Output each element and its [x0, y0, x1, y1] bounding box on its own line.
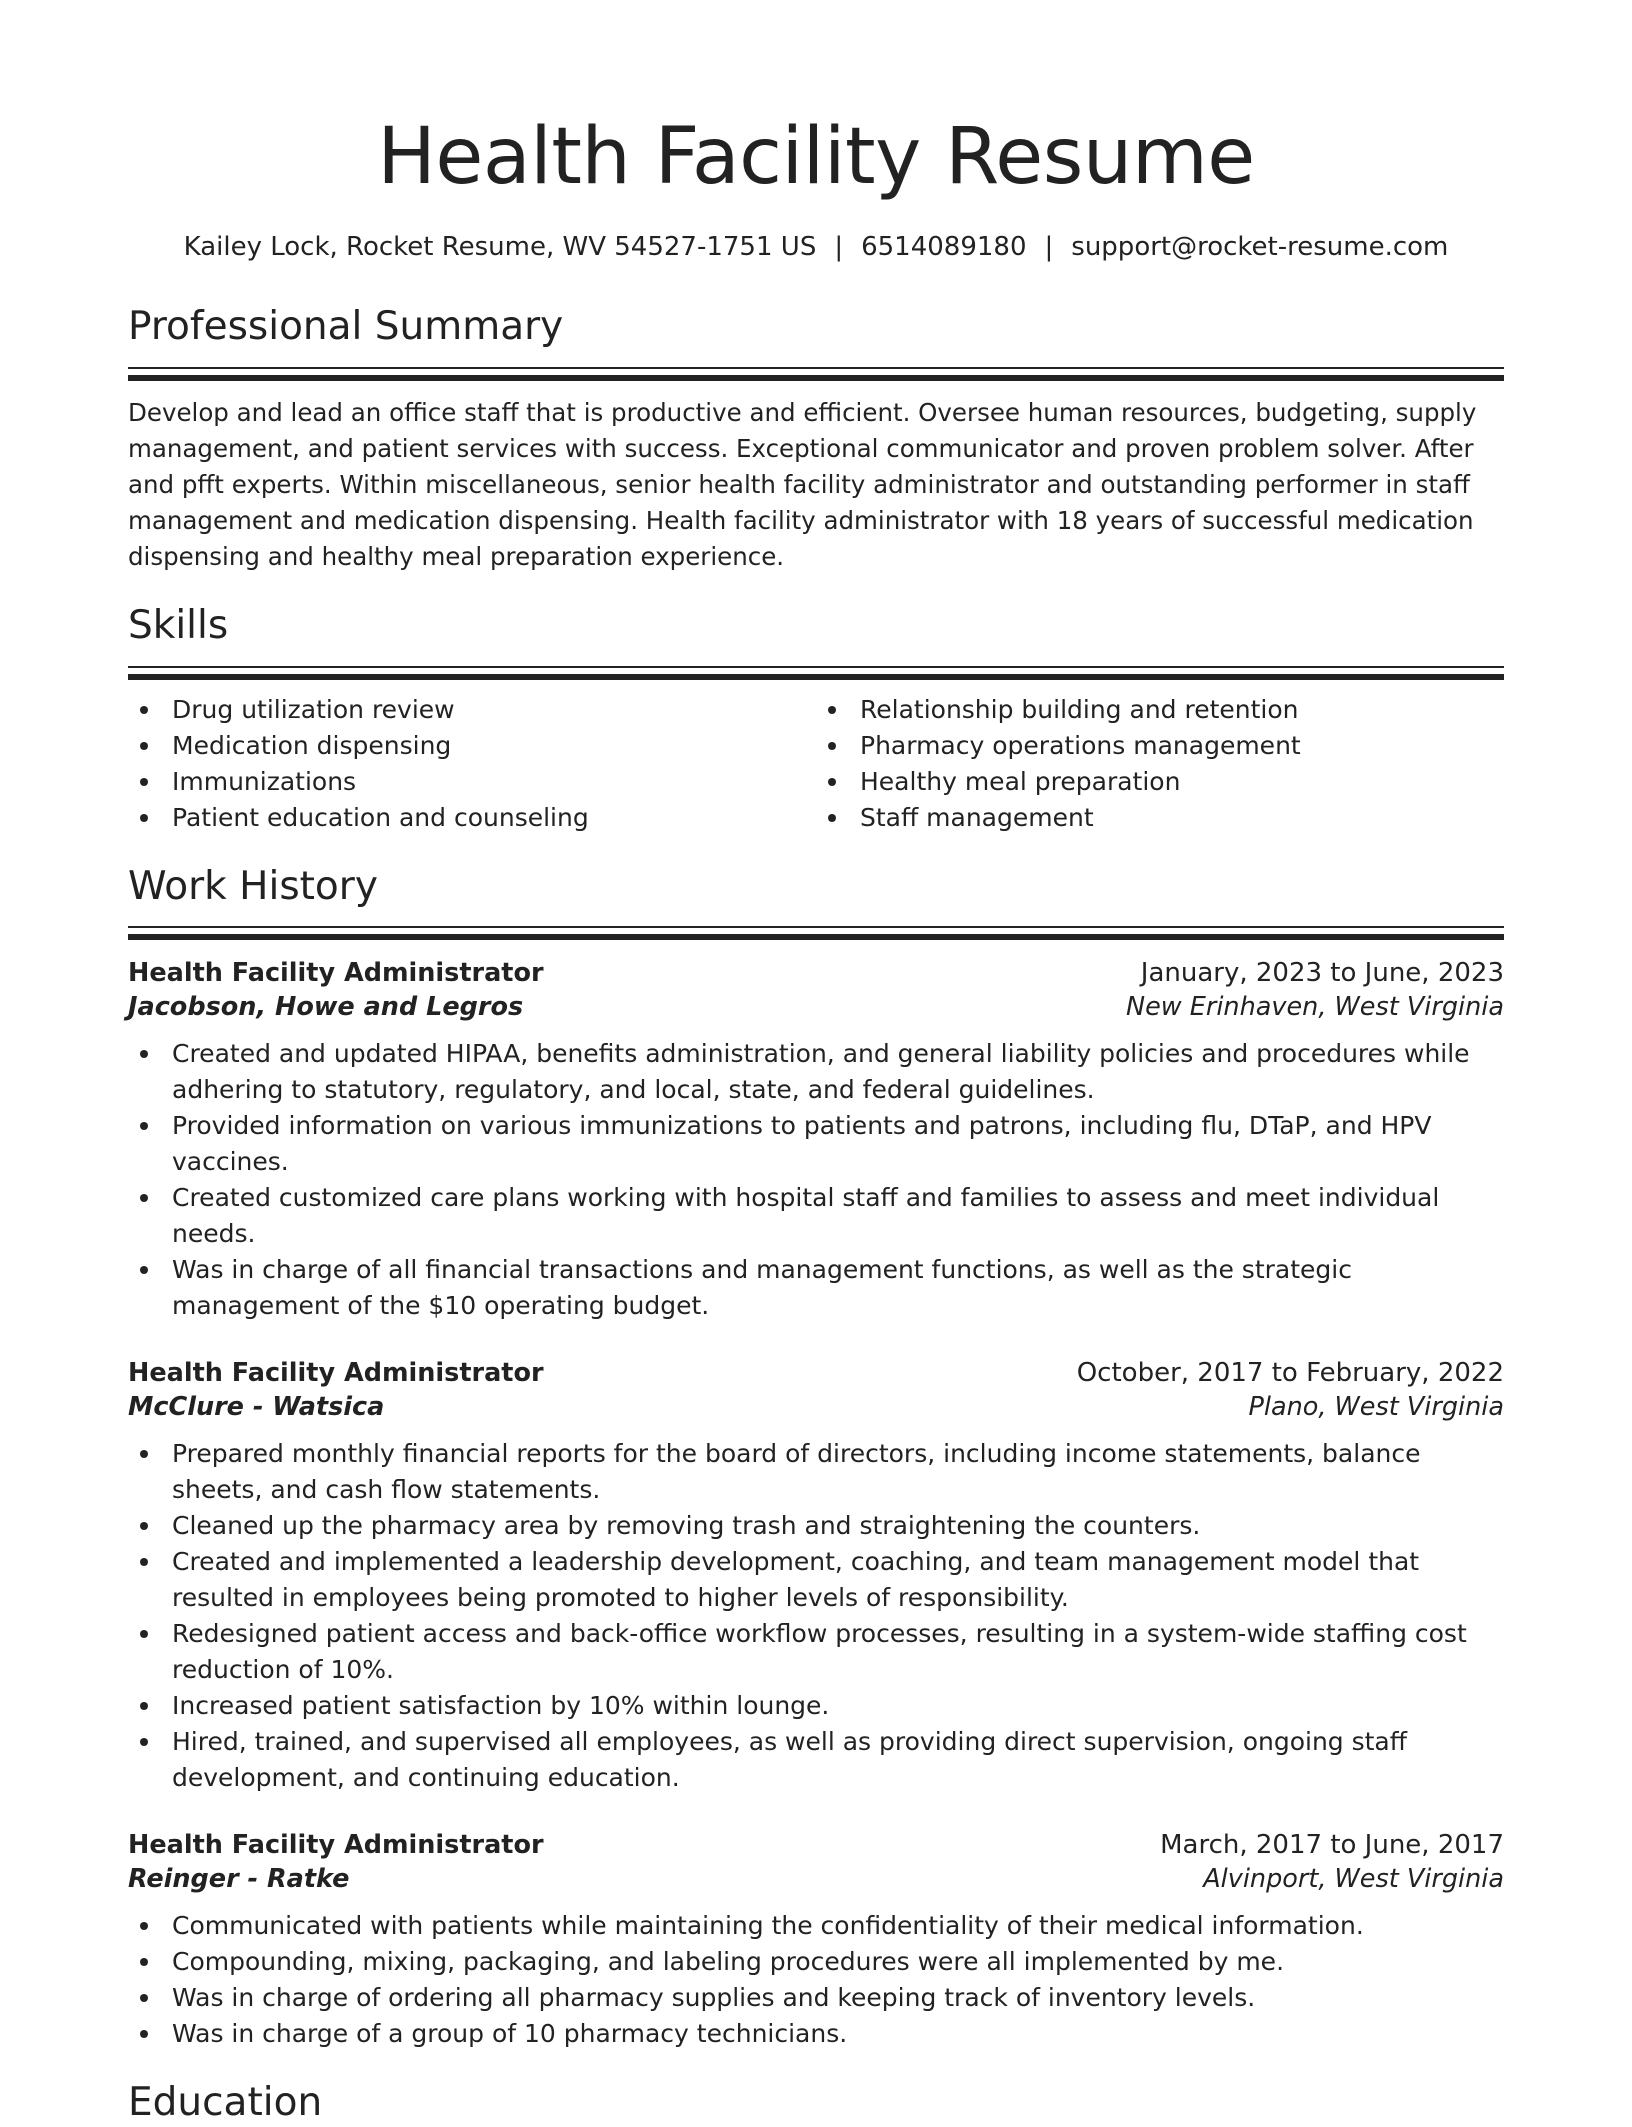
bullet-icon [828, 814, 836, 822]
resume-title: Health Facility Resume [377, 112, 1255, 202]
job-dates: March, 2017 to June, 2017 [1160, 1830, 1504, 1861]
list-item: Created customized care plans working with hospital staff and families to assess and meet individual needs. [128, 1180, 1504, 1252]
resume-page [128, 112, 1504, 2127]
section-divider [128, 367, 1504, 381]
job-bullets [128, 1436, 1504, 1796]
education-section [128, 2080, 1504, 2127]
list-item: Created and implemented a leadership development, coaching, and team management model that resulted in employees being promoted to higher levels of responsibility. [128, 1544, 1504, 1616]
contact-email[interactable]: support@rocket-resume.com [1071, 232, 1449, 262]
list-item: Was in charge of all financial transactions and management functions, as well as the strategic management of the $10 operating budget. [128, 1252, 1504, 1324]
summary-text: Develop and lead an office staff that is productive and efficient. Oversee human resources, budgeting, supply management, and patient services with success. Exceptional communicator and proven problem solver. After and pfft experts. Within miscellaneous, senior health facility administrator and outstanding performer in staff management and medication dispensing. Health facility administrator with 18 years of successful medication dispensing and healthy meal preparation experience. [128, 397, 1477, 571]
job-location: New Erinhaven, West Virginia [1126, 992, 1504, 1023]
bullet-icon [140, 1994, 148, 2002]
bullet-icon [140, 1702, 148, 1710]
list-item: Redesigned patient access and back-office workflow processes, resulting in a system-wide staffing cost reduction of 10%. [128, 1616, 1504, 1688]
list-item: Was in charge of a group of 10 pharmacy technicians. [128, 2016, 1504, 2052]
job-location: Alvinport, West Virginia [1203, 1864, 1504, 1895]
skills-column-right [816, 692, 1504, 836]
job-dates: October, 2017 to February, 2022 [1076, 1358, 1504, 1389]
section-divider [128, 926, 1504, 940]
job-entry [128, 958, 1504, 1324]
list-item: Prepared monthly financial reports for the board of directors, including income statements, balance sheets, and cash flow statements. [128, 1436, 1504, 1508]
section-heading-work-history: Work History [128, 863, 378, 909]
skill-item: Staff management [816, 800, 1504, 836]
bullet-icon [828, 742, 836, 750]
bullet-icon [140, 1266, 148, 1274]
bullet-icon [140, 706, 148, 714]
job-company: McClure - Watsica [128, 1392, 385, 1423]
bullet-icon [828, 706, 836, 714]
bullet-icon [140, 1450, 148, 1458]
job-entry [128, 1830, 1504, 2052]
skills-columns [128, 692, 1504, 836]
job-dates: January, 2023 to June, 2023 [1140, 958, 1504, 989]
skill-item: Patient education and counseling [128, 800, 816, 836]
contact-line [128, 232, 1504, 262]
job-title: Health Facility Administrator [128, 1830, 544, 1861]
skill-item: Immunizations [128, 764, 816, 800]
list-item: Cleaned up the pharmacy area by removing trash and straightening the counters. [128, 1508, 1504, 1544]
section-divider [128, 666, 1504, 680]
section-heading-skills: Skills [128, 602, 229, 648]
skill-item: Drug utilization review [128, 692, 816, 728]
skill-item: Medication dispensing [128, 728, 816, 764]
skill-item: Healthy meal preparation [816, 764, 1504, 800]
bullet-icon [140, 1922, 148, 1930]
job-location: Plano, West Virginia [1248, 1392, 1504, 1423]
list-item: Increased patient satisfaction by 10% within lounge. [128, 1688, 1504, 1724]
bullet-icon [828, 778, 836, 786]
bullet-icon [140, 1522, 148, 1530]
work-history-section [128, 864, 1504, 2053]
contact-phone: 6514089180 [861, 232, 1027, 262]
job-bullets [128, 1036, 1504, 1324]
contact-separator: | [1044, 232, 1054, 262]
list-item: Was in charge of ordering all pharmacy supplies and keeping track of inventory levels. [128, 1980, 1504, 2016]
list-item: Compounding, mixing, packaging, and labeling procedures were all implemented by me. [128, 1944, 1504, 1980]
job-entry [128, 1358, 1504, 1796]
skill-item: Pharmacy operations management [816, 728, 1504, 764]
skills-section [128, 603, 1504, 836]
bullet-icon [140, 1050, 148, 1058]
bullet-icon [140, 1738, 148, 1746]
job-company: Jacobson, Howe and Legros [128, 992, 524, 1023]
bullet-icon [140, 2030, 148, 2038]
bullet-icon [140, 814, 148, 822]
job-title: Health Facility Administrator [128, 1358, 544, 1389]
bullet-icon [140, 778, 148, 786]
contact-separator: | [834, 232, 844, 262]
bullet-icon [140, 1194, 148, 1202]
list-item: Communicated with patients while maintaining the confidentiality of their medical information. [128, 1908, 1504, 1944]
summary-section [128, 304, 1504, 575]
bullet-icon [140, 1630, 148, 1638]
contact-address: Kailey Lock, Rocket Resume, WV 54527-1751 US [183, 232, 817, 262]
bullet-icon [140, 1958, 148, 1966]
list-item: Created and updated HIPAA, benefits administration, and general liability policies and procedures while adhering to statutory, regulatory, and local, state, and federal guidelines. [128, 1036, 1504, 1108]
job-title: Health Facility Administrator [128, 958, 544, 989]
section-heading-education: Education [128, 2080, 323, 2126]
bullet-icon [140, 1558, 148, 1566]
skill-item: Relationship building and retention [816, 692, 1504, 728]
list-item: Provided information on various immunizations to patients and patrons, including flu, DTaP, and HPV vaccines. [128, 1108, 1504, 1180]
job-bullets [128, 1908, 1504, 2052]
section-heading-summary: Professional Summary [128, 304, 564, 349]
skills-column-left [128, 692, 816, 836]
list-item: Hired, trained, and supervised all employees, as well as providing direct supervision, ongoing staff development, and continuing education. [128, 1724, 1504, 1796]
bullet-icon [140, 1122, 148, 1130]
job-company: Reinger - Ratke [128, 1864, 350, 1895]
bullet-icon [140, 742, 148, 750]
